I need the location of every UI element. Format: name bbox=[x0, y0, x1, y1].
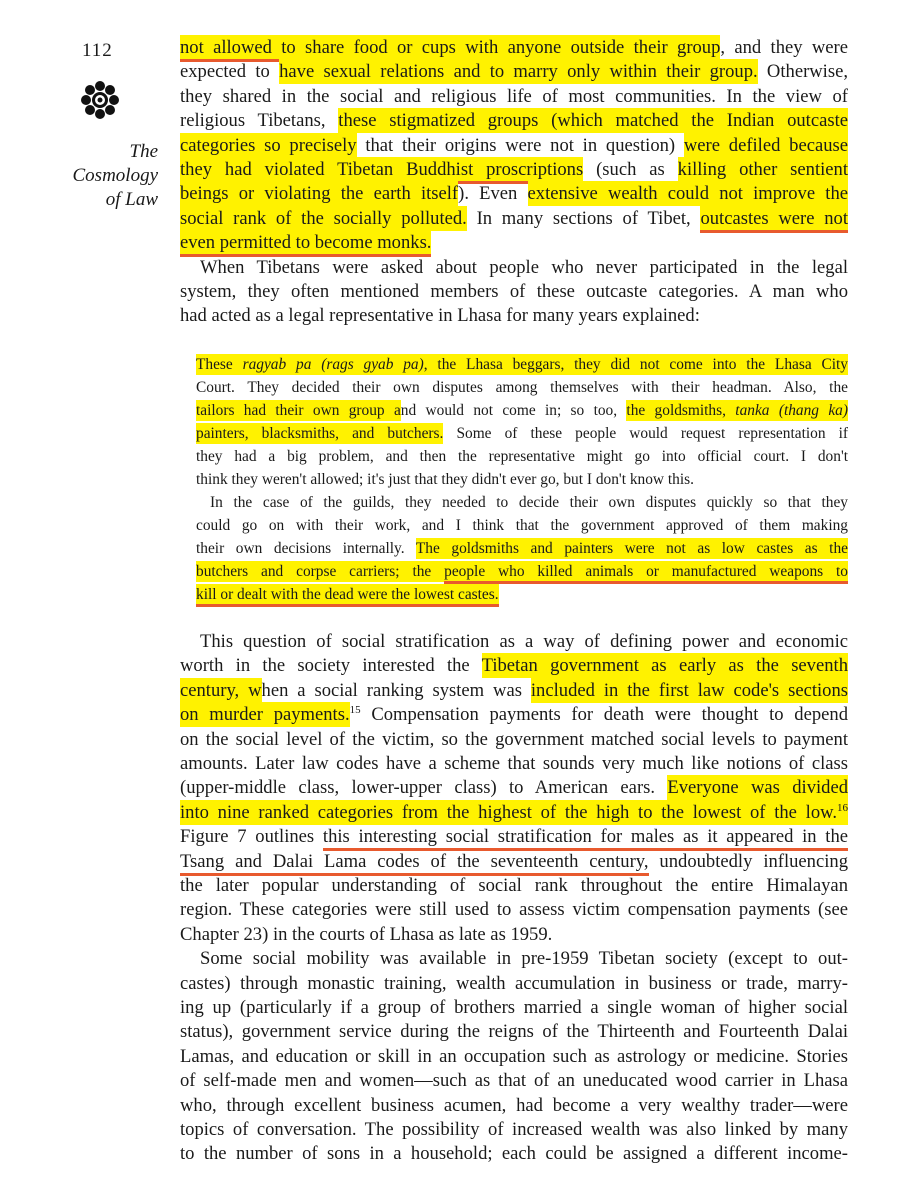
quote-line: they had a big problem, and then the representative might go into official court. I don't bbox=[196, 447, 848, 465]
text-run: their own decisions internally. bbox=[196, 539, 416, 557]
quote-line bbox=[196, 422, 848, 445]
highlight: even permitted to become monks. bbox=[180, 230, 431, 257]
quote-line: think they weren't allowed; it's just that they didn't ever go, but I don't know this. bbox=[196, 470, 694, 488]
text-line: system, they often mentioned members of these outcaste categories. A man who bbox=[180, 281, 848, 303]
highlight: killing other sentient bbox=[677, 159, 848, 181]
highlight: have sexual relations and to marry only within their group. bbox=[279, 61, 758, 83]
text-line bbox=[180, 679, 848, 703]
highlight: tailors had their own group a bbox=[196, 401, 401, 419]
quote-line: In the case of the guilds, they needed to decide their own disputes quickly so that they bbox=[210, 493, 848, 511]
page-number: 112 bbox=[82, 40, 113, 61]
running-head-line: Cosmology bbox=[72, 165, 158, 186]
text-line: had acted as a legal representative in Lhasa for many years explained: bbox=[180, 305, 700, 327]
text-run: Figure 7 outlines bbox=[180, 826, 323, 848]
text-line bbox=[180, 776, 848, 800]
text-line: Chapter 23) in the courts of Lhasa as late as 1959. bbox=[180, 923, 553, 945]
highlight: they had violated Tibetan Buddhist proscriptions bbox=[180, 157, 583, 184]
text-line bbox=[180, 158, 848, 182]
text-line: of self-made men and women—such as that of an uneducated wood carrier in Lhasa bbox=[180, 1070, 848, 1092]
text-line: castes) through monastic training, wealth accumulation in business or trade, marry- bbox=[180, 972, 848, 994]
text-run: , the Lhasa beggars, they did not come into the Lhasa City bbox=[423, 355, 848, 373]
underline: Tsang and Dalai Lama codes of the seventeenth century, bbox=[180, 851, 649, 876]
footnote-marker: 15 bbox=[349, 703, 361, 716]
text-line: to the number of sons in a household; each could be assigned a different income- bbox=[180, 1143, 848, 1165]
highlight bbox=[196, 354, 848, 375]
highlight: social rank of the socially polluted. bbox=[180, 207, 467, 229]
text-run: nd would not come in; so too, bbox=[400, 401, 627, 419]
highlight: included in the first law code's sections bbox=[530, 679, 848, 701]
text-line bbox=[180, 109, 848, 133]
running-head-line: of Law bbox=[105, 189, 158, 210]
quote-line bbox=[196, 583, 848, 606]
text-run: into nine ranked categories from the highest of the high to the lowest of the low. bbox=[180, 801, 837, 823]
quote-line bbox=[196, 353, 848, 376]
highlight: The goldsmiths and painters were not as low castes as the bbox=[415, 539, 848, 557]
quote-line bbox=[196, 399, 848, 422]
text-line: region. These categories were still used to assess victim compensation payments (see bbox=[180, 899, 848, 921]
text-line: they shared in the social and religious life of most communities. In the view of bbox=[180, 85, 848, 107]
text-line: ing up (particularly if a group of brothers married a single woman of higher social bbox=[180, 996, 848, 1018]
text-line: Some social mobility was available in pre-1959 Tibetan society (except to out- bbox=[200, 948, 848, 970]
underline: this interesting social stratification for males as it appeared in the bbox=[323, 826, 848, 851]
highlight: outcastes were not bbox=[700, 206, 848, 233]
text-run: people who killed animals or manufactured weapons to bbox=[444, 563, 848, 584]
highlight: on murder payments. bbox=[180, 704, 350, 726]
text-line bbox=[180, 825, 848, 849]
text-run: (upper-middle class, lower-upper class) to American ears. bbox=[180, 777, 668, 799]
text-run: , and they were bbox=[720, 37, 848, 58]
highlight bbox=[196, 561, 848, 582]
text-line: When Tibetans were asked about people who never participated in the legal bbox=[200, 256, 848, 278]
text-run: tanka (thang ka) bbox=[735, 401, 848, 419]
highlight: these stigmatized groups (which matched the Indian outcaste bbox=[338, 110, 848, 132]
text-run: the goldsmiths, bbox=[626, 401, 736, 419]
text-line: on the social level of the victim, so the government matched social levels to payment bbox=[180, 728, 848, 750]
highlight bbox=[626, 400, 848, 421]
text-run: hen a social ranking system was bbox=[261, 679, 531, 701]
text-run: Some of these people would request representation if bbox=[443, 424, 848, 442]
text-line bbox=[180, 182, 848, 206]
body-text bbox=[180, 36, 848, 1167]
text-line: Lamas, and education or skill in an occupation such as astrology or medicine. Stories bbox=[180, 1045, 848, 1067]
text-run: butchers and corpse carriers; the bbox=[196, 562, 445, 580]
text-line: who, through excellent business acumen, had become a very wealthy trader—were bbox=[180, 1094, 848, 1116]
highlight: century, w bbox=[180, 679, 262, 701]
text-run: that their origins were not in question) bbox=[356, 134, 684, 156]
text-line bbox=[180, 134, 848, 158]
text-line bbox=[180, 850, 848, 874]
text-line bbox=[180, 36, 848, 60]
text-run: ragyab pa (rags gyab pa) bbox=[242, 355, 424, 373]
text-run: In many sections of Tibet, bbox=[466, 207, 701, 229]
lotus-flower-icon bbox=[80, 80, 120, 120]
text-run: religious Tibetans, bbox=[180, 110, 339, 132]
text-run: Compensation payments for death were thought to depend bbox=[360, 704, 848, 726]
text-run: (such as bbox=[583, 159, 678, 181]
quote-line: Court. They decided their own disputes among themselves with their headman. Also, the bbox=[196, 378, 848, 396]
running-head-line: The bbox=[129, 141, 158, 162]
text-line: the later popular understanding of social rank throughout the entire Himalayan bbox=[180, 874, 848, 896]
highlight: were defiled because bbox=[684, 133, 848, 160]
text-line bbox=[180, 60, 848, 84]
highlight: categories so precisely bbox=[180, 133, 357, 160]
quote-line bbox=[196, 537, 848, 560]
text-line: topics of conversation. The possibility of increased wealth was also linked by many bbox=[180, 1119, 848, 1140]
highlight: beings or violating the earth itself bbox=[180, 183, 459, 205]
text-run: Otherwise, bbox=[757, 61, 848, 83]
text-run: These bbox=[196, 355, 243, 373]
text-line: amounts. Later law codes have a scheme that sounds very much like notions of class bbox=[180, 752, 848, 774]
text-run: ). Even bbox=[458, 183, 528, 205]
text-line bbox=[180, 801, 848, 825]
highlight: painters, blacksmiths, and butchers. bbox=[196, 424, 444, 442]
text-run: undoubtedly influencing bbox=[648, 850, 848, 872]
text-line bbox=[180, 703, 848, 727]
highlight: not allowed to share food or cups with anyone outside their group bbox=[180, 35, 720, 62]
text-run: worth in the society interested the bbox=[180, 655, 482, 677]
quote-line bbox=[196, 560, 848, 583]
text-run: expected to bbox=[180, 61, 280, 83]
highlight bbox=[180, 800, 848, 825]
highlight: kill or dealt with the dead were the lowest castes. bbox=[196, 584, 499, 607]
highlight: Everyone was divided bbox=[667, 777, 849, 799]
text-line bbox=[180, 207, 848, 231]
quote-line: could go on with their work, and I think that the government approved of them making bbox=[196, 516, 848, 534]
footnote-marker: 16 bbox=[837, 801, 848, 814]
text-line bbox=[180, 654, 848, 678]
text-line: This question of social stratification as a way of defining power and economic bbox=[200, 630, 848, 652]
highlight: Tibetan government as early as the seventh bbox=[481, 655, 848, 677]
text-line: status), government service during the reigns of the Thirteenth and Fourteenth Dalai bbox=[180, 1021, 848, 1043]
text-line bbox=[180, 231, 848, 255]
highlight: extensive wealth could not improve the bbox=[527, 183, 848, 205]
running-head bbox=[40, 140, 158, 212]
